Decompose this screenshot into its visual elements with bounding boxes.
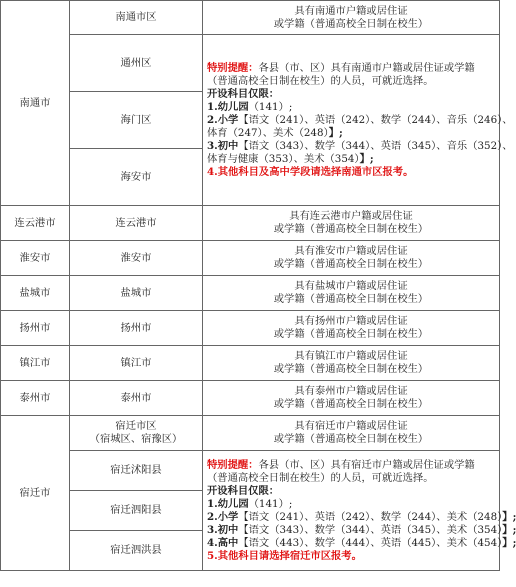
requirement-line-2: 或学籍（普通高校全日制在校生） bbox=[273, 433, 429, 445]
subject-list: 体育与健康（353）、美术（354） bbox=[207, 152, 360, 165]
subject-list-end: 】; bbox=[502, 510, 516, 523]
requirement-cell bbox=[203, 381, 500, 416]
subject-list: 【语文（241）、英语（242）、数学（244）、美术（248） bbox=[238, 510, 503, 523]
district-cell: 海门区 bbox=[70, 92, 203, 149]
subject-list: 体育（247）、美术（248） bbox=[207, 126, 329, 139]
subject-level: 1.幼儿园 bbox=[207, 497, 249, 510]
district-cell bbox=[70, 416, 203, 451]
notice-final-item: 5.其他科目请选择宿迁市区报考。 bbox=[207, 549, 362, 562]
requirement-cell bbox=[203, 1, 500, 35]
district-cell: 南通市区 bbox=[70, 1, 203, 35]
subject-list: 【语文（343）、数学（344）、英语（345）、美术（354） bbox=[238, 523, 503, 536]
district-cell: 连云港市 bbox=[70, 206, 203, 241]
subject-level: 3.初中 bbox=[207, 523, 239, 536]
city-cell: 镇江市 bbox=[1, 346, 70, 381]
city-cell: 扬州市 bbox=[1, 311, 70, 346]
district-cell: 淮安市 bbox=[70, 241, 203, 276]
subject-level: 1.幼儿园 bbox=[207, 100, 249, 113]
subject-list: 【语文（443）、数学（444）、英语（445）、美术（454） bbox=[238, 536, 503, 549]
district-cell: 宿迁沭阳县 bbox=[70, 451, 203, 491]
city-cell-suqian: 宿迁市 bbox=[1, 416, 70, 571]
city-cell: 泰州市 bbox=[1, 381, 70, 416]
subject-level: 3.初中 bbox=[207, 139, 239, 152]
notice-text: （普通高校全日制在校生）的人员，可就近选择。 bbox=[207, 74, 434, 87]
notice-label: 特别提醒： bbox=[207, 458, 259, 471]
subjects-title: 开设科目仅限： bbox=[207, 484, 280, 497]
district-cell: 海安市 bbox=[70, 149, 203, 206]
city-cell: 连云港市 bbox=[1, 206, 70, 241]
requirement-cell bbox=[203, 311, 500, 346]
subject-list-end: 】; bbox=[502, 536, 516, 549]
subject-list-end: 】; bbox=[502, 523, 516, 536]
subject-list: 【语文（241）、英语（242）、数学（244）、音乐（246）、 bbox=[238, 113, 513, 126]
requirement-line-1: 具有泰州市户籍或居住证 bbox=[294, 385, 408, 397]
subject-list-end: 】; bbox=[328, 126, 343, 139]
city-cell: 淮安市 bbox=[1, 241, 70, 276]
district-cell: 宿迁泗洪县 bbox=[70, 531, 203, 571]
district-cell: 宿迁泗阳县 bbox=[70, 491, 203, 531]
requirement-line-2: 或学籍（普通高校全日制在校生） bbox=[273, 363, 429, 375]
subject-list: 【语文（343）、数学（344）、英语（345）、音乐（352）、 bbox=[238, 139, 513, 152]
requirement-cell bbox=[203, 206, 500, 241]
requirement-cell bbox=[203, 276, 500, 311]
district-cell: 扬州市 bbox=[70, 311, 203, 346]
subject-list: （141）; bbox=[248, 100, 293, 113]
notice-final-item: 4.其他科目及高中学段请选择南通市区报考。 bbox=[207, 165, 414, 178]
subject-list: （141）; bbox=[248, 497, 293, 510]
subject-level: 2.小学 bbox=[207, 510, 239, 523]
requirement-line-1: 具有镇江市户籍或居住证 bbox=[294, 350, 408, 362]
subject-list-end: 】; bbox=[359, 152, 374, 165]
city-cell-nantong: 南通市 bbox=[1, 1, 70, 206]
notice-text: 各县（市、区）具有南通市户籍或居住证或学籍 bbox=[258, 61, 475, 74]
special-notice-cell-suqian bbox=[203, 451, 516, 571]
requirement-line-1: 具有宿迁市户籍或居住证 bbox=[294, 420, 408, 432]
requirement-line-2: 或学籍（普通高校全日制在校生） bbox=[273, 223, 429, 235]
requirement-line-1: 具有连云港市户籍或居住证 bbox=[289, 210, 413, 222]
district-cell: 泰州市 bbox=[70, 381, 203, 416]
notice-text: 各县（市、区）具有宿迁市户籍或居住证或学籍 bbox=[258, 458, 475, 471]
district-subnote: （宿城区、宿豫区） bbox=[89, 433, 183, 445]
notice-text: （普通高校全日制在校生）的人员，可就近选择。 bbox=[207, 471, 434, 484]
subject-level: 4.高中 bbox=[207, 536, 239, 549]
requirement-line-2: 或学籍（普通高校全日制在校生） bbox=[273, 398, 429, 410]
district-name: 宿迁市区 bbox=[115, 420, 157, 432]
district-cell: 镇江市 bbox=[70, 346, 203, 381]
requirement-line-2: 或学籍（普通高校全日制在校生） bbox=[273, 293, 429, 305]
requirement-cell bbox=[203, 241, 500, 276]
subject-level: 2.小学 bbox=[207, 113, 239, 126]
requirement-cell bbox=[203, 416, 500, 451]
requirement-line-2: 或学籍（普通高校全日制在校生） bbox=[273, 258, 429, 270]
requirement-line-2: 或学籍（普通高校全日制在校生） bbox=[273, 328, 429, 340]
special-notice-cell-nantong bbox=[203, 35, 513, 206]
district-cell: 盐城市 bbox=[70, 276, 203, 311]
requirement-line-1: 具有盐城市户籍或居住证 bbox=[294, 280, 408, 292]
subjects-title: 开设科目仅限： bbox=[207, 87, 280, 100]
requirement-line-2: 或学籍（普通高校全日制在校生） bbox=[273, 17, 429, 30]
district-cell: 通州区 bbox=[70, 35, 203, 92]
requirement-line-1: 具有南通市户籍或居住证 bbox=[294, 4, 408, 17]
notice-label: 特别提醒： bbox=[207, 61, 259, 74]
requirement-line-1: 具有淮安市户籍或居住证 bbox=[294, 245, 408, 257]
requirement-line-1: 具有扬州市户籍或居住证 bbox=[294, 315, 408, 327]
city-cell: 盐城市 bbox=[1, 276, 70, 311]
requirement-cell bbox=[203, 346, 500, 381]
